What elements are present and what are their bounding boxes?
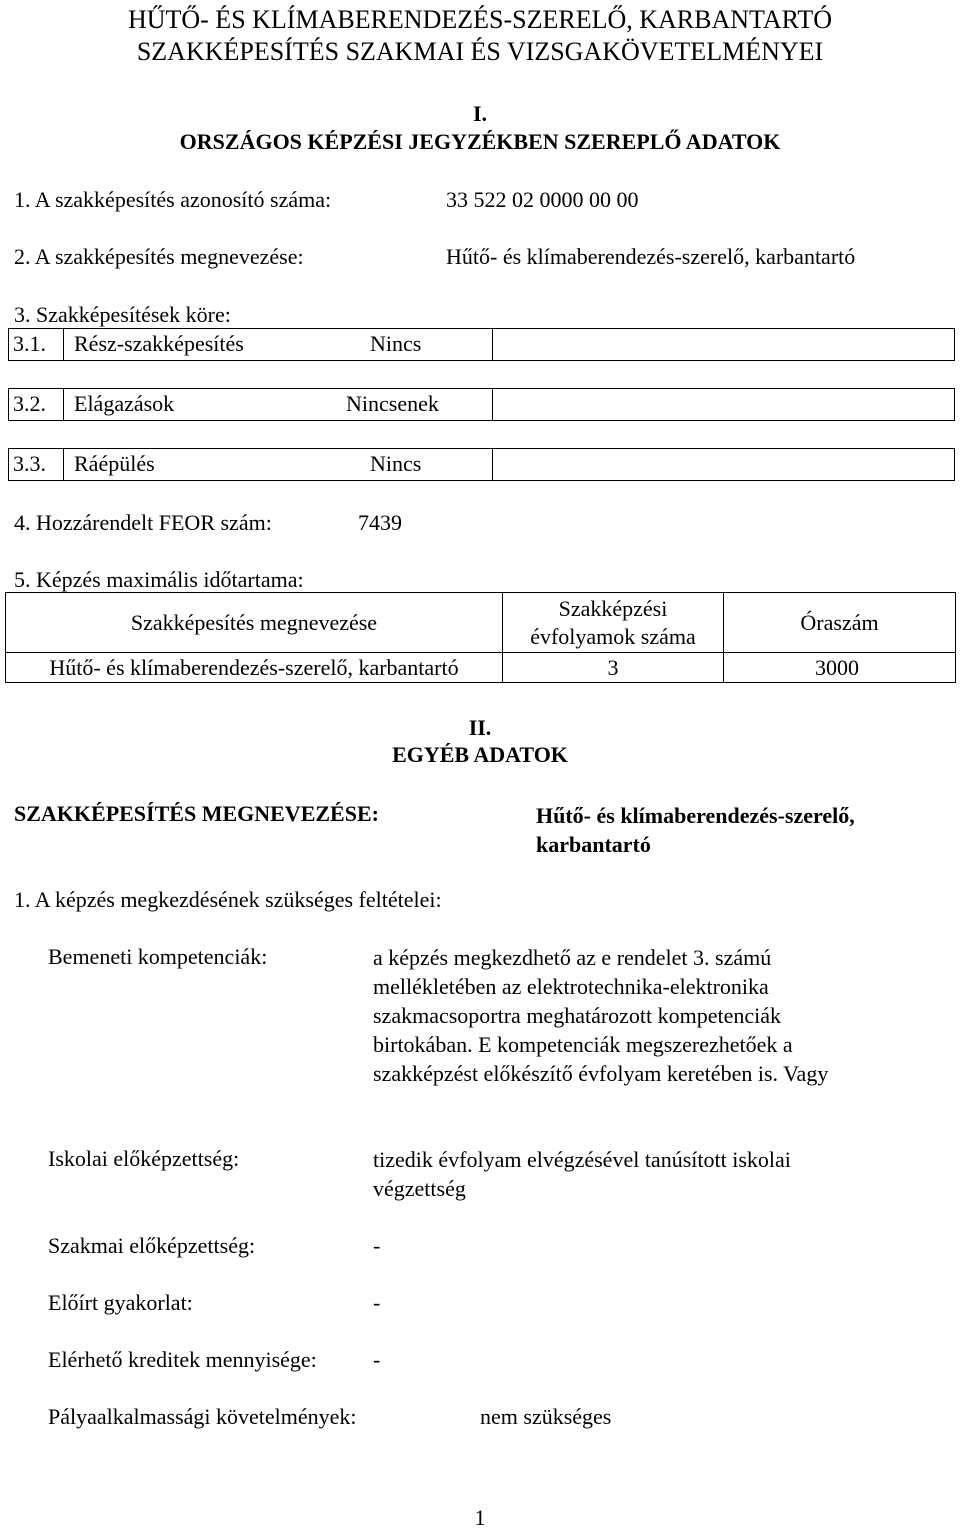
sub-row-label: Ráépülés [74, 451, 155, 476]
condition-label-aptitude: Pályaalkalmassági követelmények: [48, 1404, 357, 1429]
condition-label-input-competencies: Bemeneti kompetenciák: [48, 944, 268, 969]
duration-table-row [6, 653, 956, 683]
duration-cell-name: Hűtő- és klímaberendezés-szerelő, karbantartó [6, 653, 503, 683]
duration-label: 5. Képzés maximális időtartama: [14, 567, 304, 592]
condition-value-credits: - [373, 1347, 381, 1372]
id-number-label: 1. A szakképesítés azonosító száma: [14, 187, 332, 212]
sub-row-label: Rész-szakképesítés [74, 331, 244, 356]
duration-header-hours: Óraszám [724, 593, 956, 653]
section2-heading: EGYÉB ADATOK [392, 742, 568, 767]
sub-row-label: Elágazások [74, 391, 175, 416]
document-title-line1: HŰTŐ- ÉS KLÍMABERENDEZÉS-SZERELŐ, KARBANTARTÓ [127, 5, 833, 34]
condition-value-school: tizedik évfolyam elvégzésével tanúsított iskolai végzettség [373, 1147, 791, 1201]
condition-value-aptitude: nem szükséges [480, 1404, 612, 1429]
document-title-line2: SZAKKÉPESÍTÉS SZAKMAI ÉS VIZSGAKÖVETELMÉNYEI [136, 37, 824, 66]
page-number: 1 [474, 1505, 486, 1530]
duration-cell-hours: 3000 [724, 653, 956, 683]
sub-row-value: Nincsenek [346, 391, 439, 416]
section2-number: II. [468, 715, 492, 740]
duration-cell-grades: 3 [503, 653, 724, 683]
section1-heading: ORSZÁGOS KÉPZÉSI JEGYZÉKBEN SZEREPLŐ ADATOK [179, 129, 781, 154]
qualification-name-label: 2. A szakképesítés megnevezése: [14, 244, 304, 269]
condition-label-practice: Előírt gyakorlat: [48, 1290, 193, 1315]
conditions-label: 1. A képzés megkezdésének szükséges feltételei: [14, 887, 442, 912]
sub-row-value: Nincs [370, 331, 422, 356]
duration-table-header-row [6, 593, 956, 653]
qualification-name-heading: SZAKKÉPESÍTÉS MEGNEVEZÉSE: [14, 801, 379, 826]
feor-value: 7439 [358, 510, 402, 535]
sub-row-value: Nincs [370, 451, 422, 476]
condition-label-credits: Elérhető kreditek mennyisége: [48, 1347, 317, 1372]
condition-label-professional: Szakmai előképzettség: [48, 1233, 256, 1258]
qualification-name-value: Hűtő- és klímaberendezés-szerelő, karbantartó [446, 244, 856, 269]
sub-row-number: 3.2. [13, 391, 46, 416]
sub-row-3-1 [8, 328, 955, 361]
duration-table [5, 592, 956, 683]
feor-label: 4. Hozzárendelt FEOR szám: [14, 510, 272, 535]
section1-number: I. [472, 101, 488, 126]
duration-header-grades: Szakképzési évfolyamok száma [503, 593, 724, 653]
sub-row-3-3 [8, 448, 955, 481]
sub-row-3-2 [8, 388, 955, 421]
condition-value-professional: - [373, 1233, 381, 1258]
sub-row-number: 3.3. [13, 451, 46, 476]
condition-value-input-competencies: a képzés megkezdhető az e rendelet 3. számú mellékletében az elektrotechnika-elektronika szakmacsoportra meghatározott kompetenciák birtokában. E kompetenciák megszerezhetőek a szakképzést előkészítő évfolyam keretében is. Vagy [373, 945, 829, 1086]
condition-value-practice: - [373, 1290, 381, 1315]
qualification-scope-label: 3. Szakképesítések köre: [14, 302, 231, 327]
qualification-name-bold-value: Hűtő- és klímaberendezés-szerelő, karbantartó [536, 803, 855, 857]
id-number-value: 33 522 02 0000 00 00 [446, 187, 639, 212]
duration-header-name: Szakképesítés megnevezése [6, 593, 503, 653]
sub-row-number: 3.1. [13, 331, 46, 356]
condition-label-school: Iskolai előképzettség: [48, 1146, 240, 1171]
